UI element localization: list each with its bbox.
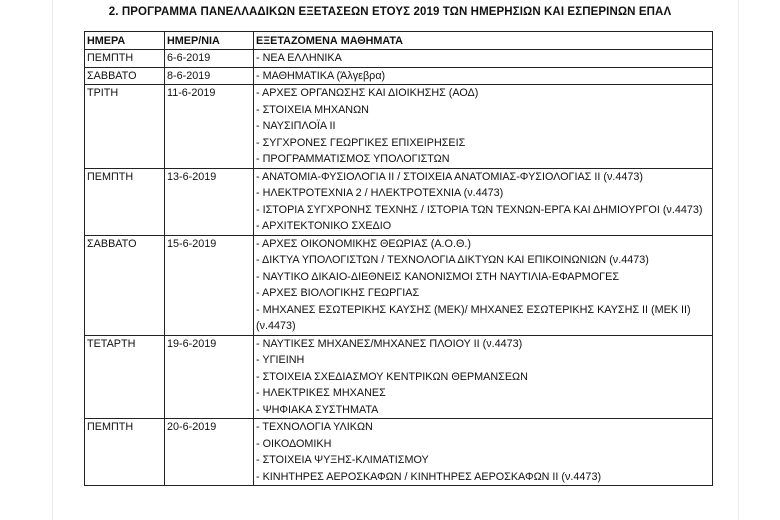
subject-item: - ΝΑΥΣΙΠΛΟΪΑ ΙΙ (256, 120, 336, 132)
subject-item: - ΜΗΧΑΝΕΣ ΕΣΩΤΕΡΙΚΗΣ ΚΑΥΣΗΣ (ΜΕΚ)/ ΜΗΧΑΝΕΣ ΕΣΩΤΕΡΙΚΗΣ ΚΑΥΣΗΣ ΙΙ (ΜΕΚ ΙΙ) (ν.4473) (256, 303, 691, 332)
subjects-cell (254, 85, 713, 169)
column-header-day: ΗΜΕΡΑ (85, 32, 165, 50)
subject-item: - ΝΕΑ ΕΛΛΗΝΙΚΑ (256, 52, 342, 64)
table-row (85, 335, 713, 419)
page-frame-right (738, 0, 739, 520)
table-row (85, 85, 713, 169)
table-row (85, 419, 713, 486)
subject-item: - ΙΣΤΟΡΙΑ ΣΥΓΧΡΟΝΗΣ ΤΕΧΝΗΣ / ΙΣΤΟΡΙΑ ΤΩΝ ΤΕΧΝΩΝ-ΕΡΓΑ ΚΑΙ ΔΗΜΙΟΥΡΓΟΙ (ν.4473) (256, 203, 703, 216)
subjects-cell (254, 50, 713, 68)
table-header-row (85, 32, 713, 50)
day-cell: ΠΕΜΠΤΗ (85, 419, 165, 486)
subject-item: - ΥΓΙΕΙΝΗ (256, 354, 305, 366)
subject-item: - ΣΤΟΙΧΕΙΑ ΨΥΞΗΣ-ΚΛΙΜΑΤΙΣΜΟΥ (256, 454, 429, 466)
day-cell: ΣΑΒΒΑΤΟ (85, 235, 165, 335)
subject-item: - ΜΑΘΗΜΑΤΙΚΑ (Άλγεβρα) (256, 69, 386, 82)
subject-item: - ΣΤΟΙΧΕΙΑ ΣΧΕΔΙΑΣΜΟΥ ΚΕΝΤΡΙΚΩΝ ΘΕΡΜΑΝΣΕΩΝ (256, 370, 528, 383)
subject-item: - ΗΛΕΚΤΡΟΤΕΧΝΙΑ 2 / ΗΛΕΚΤΡΟΤΕΧΝΙΑ (ν.4473) (256, 187, 504, 199)
day-cell: ΤΕΤΑΡΤΗ (85, 335, 165, 419)
column-header-subjects: ΕΞΕΤΑΖΟΜΕΝΑ ΜΑΘΗΜΑΤΑ (254, 32, 713, 50)
day-cell: ΤΡΙΤΗ (85, 85, 165, 169)
subjects-cell (254, 335, 713, 419)
subject-item: - ΠΡΟΓΡΑΜΜΑΤΙΣΜΟΣ ΥΠΟΛΟΓΙΣΤΩΝ (256, 153, 450, 165)
date-cell: 6-6-2019 (165, 50, 254, 68)
page-frame-left (52, 0, 53, 520)
subject-item: - ΔΙΚΤΥΑ ΥΠΟΛΟΓΙΣΤΩΝ / ΤΕΧΝΟΛΟΓΙΑ ΔΙΚΤΥΩΝ ΚΑΙ ΕΠΙΚΟΙΝΩΝΙΩΝ (ν.4473) (256, 254, 649, 266)
date-cell: 13-6-2019 (165, 168, 254, 235)
table-row (85, 235, 713, 335)
date-cell: 20-6-2019 (165, 419, 254, 486)
subjects-cell (254, 168, 713, 235)
day-cell: ΠΕΜΠΤΗ (85, 50, 165, 68)
subject-item: - ΑΡΧΙΤΕΚΤΟΝΙΚΟ ΣΧΕΔΙΟ (256, 220, 392, 232)
subject-item: - ΣΥΓΧΡΟΝΕΣ ΓΕΩΡΓΙΚΕΣ ΕΠΙΧΕΙΡΗΣΕΙΣ (256, 136, 466, 149)
subjects-cell (254, 235, 713, 335)
subject-item: - ΨΗΦΙΑΚΑ ΣΥΣΤΗΜΑΤΑ (256, 403, 379, 416)
subject-item: - ΑΡΧΕΣ ΟΙΚΟΝΟΜΙΚΗΣ ΘΕΩΡΙΑΣ (Α.Ο.Θ.) (256, 237, 471, 250)
subject-item: - ΟΙΚΟΔΟΜΙΚΗ (256, 437, 332, 450)
day-cell: ΣΑΒΒΑΤΟ (85, 67, 165, 85)
table-body (85, 50, 713, 486)
date-cell: 8-6-2019 (165, 67, 254, 85)
table-row (85, 168, 713, 235)
subject-item: - ΚΙΝΗΤΗΡΕΣ ΑΕΡΟΣΚΑΦΩΝ / ΚΙΝΗΤΗΡΕΣ ΑΕΡΟΣΚΑΦΩΝ ΙΙ (ν.4473) (256, 470, 602, 483)
table-row (85, 50, 713, 68)
subject-item: - ΑΡΧΕΣ ΒΙΟΛΟΓΙΚΗΣ ΓΕΩΡΓΙΑΣ (256, 287, 420, 299)
subject-item: - ΝΑΥΤΙΚΟ ΔΙΚΑΙΟ-ΔΙΕΘΝΕΙΣ ΚΑΝΟΝΙΣΜΟΙ ΣΤΗ ΝΑΥΤΙΛΙΑ-ΕΦΑΡΜΟΓΕΣ (256, 270, 620, 283)
subject-item: - ΑΝΑΤΟΜΙΑ-ΦΥΣΙΟΛΟΓΙΑ ΙΙ / ΣΤΟΙΧΕΙΑ ΑΝΑΤΟΜΙΑΣ-ΦΥΣΙΟΛΟΓΙΑΣ ΙΙ (ν.4473) (256, 170, 643, 183)
subject-item: - ΣΤΟΙΧΕΙΑ ΜΗΧΑΝΩΝ (256, 103, 369, 116)
table-row (85, 67, 713, 85)
date-cell: 11-6-2019 (165, 85, 254, 169)
date-cell: 15-6-2019 (165, 235, 254, 335)
subject-item: - ΗΛΕΚΤΡΙΚΕΣ ΜΗΧΑΝΕΣ (256, 387, 386, 399)
subjects-cell (254, 67, 713, 85)
subjects-cell (254, 419, 713, 486)
document-title: 2. ΠΡΟΓΡΑΜΜΑ ΠΑΝΕΛΛΑΔΙΚΩΝ ΕΞΕΤΑΣΕΩΝ ΕΤΟΥΣ 2019 ΤΩΝ ΗΜΕΡΗΣΙΩΝ ΚΑΙ ΕΣΠΕΡΙΝΩΝ ΕΠΑΛ (108, 6, 672, 18)
subject-item: - ΤΕΧΝΟΛΟΓΙΑ ΥΛΙΚΩΝ (256, 421, 373, 433)
date-cell: 19-6-2019 (165, 335, 254, 419)
subject-item: - ΑΡΧΕΣ ΟΡΓΑΝΩΣΗΣ ΚΑΙ ΔΙΟΙΚΗΣΗΣ (ΑΟΔ) (256, 87, 479, 99)
column-header-date: ΗΜΕΡ/ΝΙΑ (165, 32, 254, 50)
exam-schedule-table (84, 31, 713, 486)
day-cell: ΠΕΜΠΤΗ (85, 168, 165, 235)
subject-item: - ΝΑΥΤΙΚΕΣ ΜΗΧΑΝΕΣ/ΜΗΧΑΝΕΣ ΠΛΟΙΟΥ ΙΙ (ν.4473) (256, 337, 523, 350)
